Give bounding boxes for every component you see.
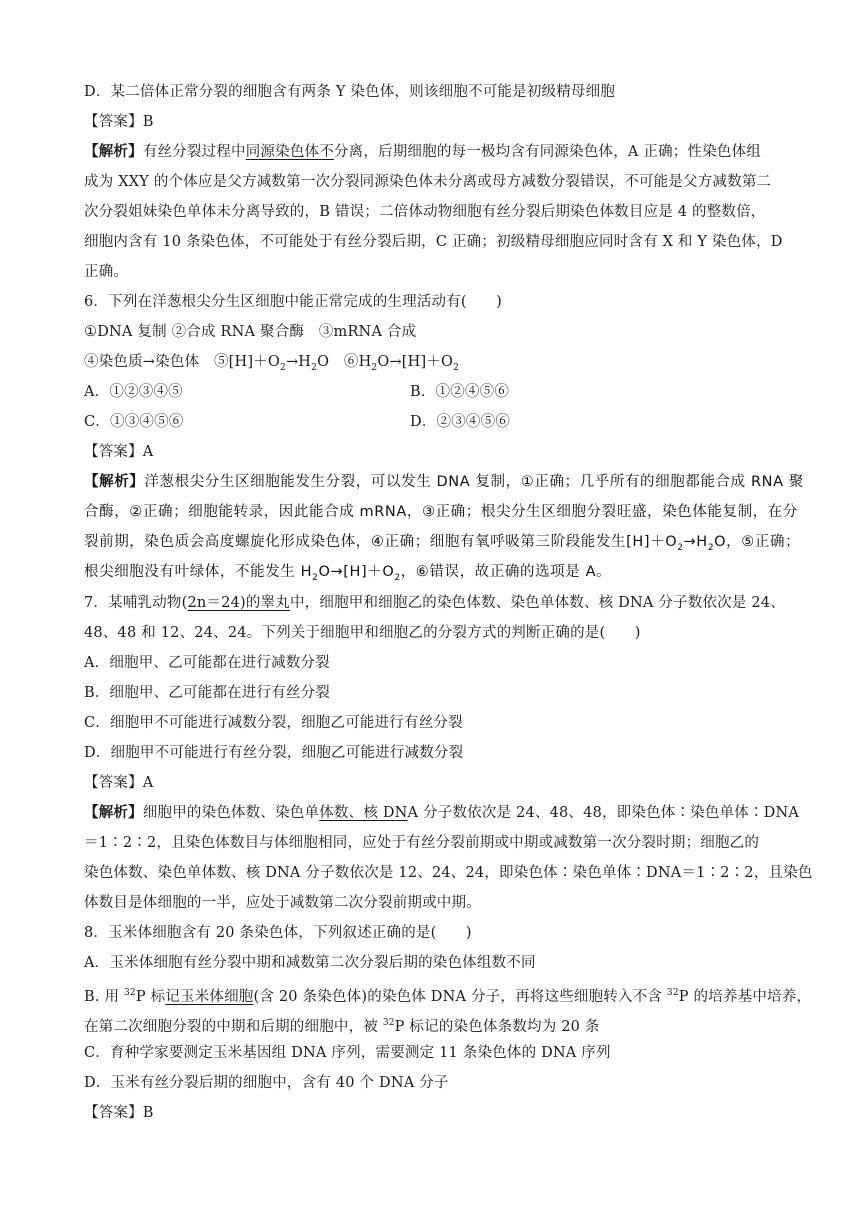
q6-stem: 6．下列在洋葱根尖分生区细胞中能正常完成的生理活动有( ) xyxy=(84,294,503,310)
q5-analysis-line-2: 成为 XXY 的个体应是父方减数第一次分裂同源染色体未分离或母方减数分裂错误，不可能是父方减数第二 xyxy=(84,174,772,190)
q6-analysis-line-4: 根尖细胞没有叶绿体，不能发生 $H_2O\to[H]+O_2$，⑥错误，故正确的选项是 A。 xyxy=(84,564,612,583)
q7-analysis-line-1: 【解析】细胞甲的染色体数、染色单体数、核 DNA 分子数依次是 24、48、48，即染色体∶染色单体∶DNA xyxy=(84,804,800,821)
q8-answer: 【答案】B xyxy=(84,1105,154,1121)
q7-analysis-line-2: ＝1∶2∶2，且染色体数目与体细胞相同，应处于有丝分裂前期或中期或减数第一次分裂时期；细胞乙的 xyxy=(84,835,760,851)
q8-stem: 8．玉米体细胞含有 20 条染色体，下列叙述正确的是( ) xyxy=(84,925,472,941)
underlined-text: 记玉米体细胞 xyxy=(165,988,254,1005)
analysis-label: 【解析】 xyxy=(84,474,145,490)
q6-analysis-line-2: 合酶，②正确；细胞能转录，因此能合成 mRNA，③正确；根尖分生区细胞分裂旺盛，染色体能复制，在分 xyxy=(84,504,798,520)
underlined-text: 2n＝24)的睾丸 xyxy=(187,595,290,611)
analysis-label: 【解析】 xyxy=(84,143,143,160)
q5-answer: 【答案】B xyxy=(84,114,154,130)
q7-analysis-line-3: 染色体数、染色单体数、核 DNA 分子数依次是 12、24、24，即染色体∶染色单体∶DNA＝1∶2∶2，且染色 xyxy=(84,865,813,881)
q7-option-c: C．细胞甲不可能进行减数分裂，细胞乙可能进行有丝分裂 xyxy=(84,715,463,731)
q7-answer: 【答案】A xyxy=(84,775,154,791)
q7-option-d: D．细胞甲不可能进行有丝分裂，细胞乙可能进行减数分裂 xyxy=(84,745,464,761)
q8-option-d: D．玉米有丝分裂后期的细胞中，含有 40 个 DNA 分子 xyxy=(84,1075,449,1091)
q7-option-a: A．细胞甲、乙可能都在进行减数分裂 xyxy=(84,655,330,671)
q6-analysis-line-1: 【解析】洋葱根尖分生区细胞能发生分裂，可以发生 DNA 复制，①正确；几乎所有的细胞都能合成 RNA 聚 xyxy=(84,474,804,490)
q7-stem-line-2: 48、48 和 12、24、24。下列关于细胞甲和细胞乙的分裂方式的判断正确的是( ) xyxy=(84,625,641,641)
q5-analysis-line-4: 细胞内含有 10 条染色体，不可能处于有丝分裂后期，C 正确；初级精母细胞应同时含有 X 和 Y 染色体，D xyxy=(84,234,783,250)
q6-answer: 【答案】A xyxy=(84,444,154,460)
q7-option-b: B．细胞甲、乙可能都在进行有丝分裂 xyxy=(84,685,331,701)
q6-items-line-1: ①DNA 复制 ②合成 RNA 聚合酶 ③mRNA 合成 xyxy=(84,324,417,340)
q6-option-b: B．①②④⑤⑥ xyxy=(410,384,510,400)
q5-analysis-line-1: 【解析】有丝分裂过程中同源染色体不分离，后期细胞的每一极均含有同源染色体，A 正确；性染色体组 xyxy=(84,143,761,160)
q8-option-b-line-1: B. 用 $^{32}$P 标记玉米体细胞(含 20 条染色体)的染色体 DNA 分子，再将这些细胞转入不含 $^{32}$P 的培养基中培养， xyxy=(84,988,812,1005)
q6-options-row-1 xyxy=(84,382,510,402)
q6-analysis-line-3: 裂前期，染色质会高度螺旋化形成染色体，④正确；细胞有氧呼吸第三阶段能发生$[H]+O_2\to H_2O$，⑤正确； xyxy=(84,534,801,553)
q8-option-a: A．玉米体细胞有丝分裂中期和减数第二次分裂后期的染色体组数不同 xyxy=(84,955,536,971)
q5-analysis-line-5: 正确。 xyxy=(84,264,129,280)
q7-stem-line-1: 7．某哺乳动物(2n＝24)的睾丸中，细胞甲和细胞乙的染色体数、染色单体数、核 DNA 分子数依次是 24、 xyxy=(84,595,785,611)
q5-option-d: D．某二倍体正常分裂的细胞含有两条 Y 染色体，则该细胞不可能是初级精母细胞 xyxy=(84,84,616,100)
q8-option-b-line-2: 在第二次细胞分裂的中期和后期的细胞中，被 $^{32}$P 标记的染色体条数均为 20 条 xyxy=(84,1018,600,1035)
q5-analysis-line-3: 次分裂姐妹染色单体未分离导致的，B 错误；二倍体动物细胞有丝分裂后期染色体数目应是 4 的整数倍， xyxy=(84,204,766,220)
underlined-text: 体数、核 DN xyxy=(319,805,408,821)
underlined-text: 同源染色体不 xyxy=(245,144,334,160)
q8-option-c: C．育种学家要测定玉米基因组 DNA 序列，需要测定 11 条染色体的 DNA 序列 xyxy=(84,1045,611,1061)
q7-analysis-line-4: 体数目是体细胞的一半，应处于减数第二次分裂前期或中期。 xyxy=(84,895,481,911)
analysis-label: 【解析】 xyxy=(84,804,143,821)
q6-option-d: D．②③④⑤⑥ xyxy=(410,414,511,430)
q6-option-a: A．①②③④⑤ xyxy=(84,384,183,400)
q6-option-c: C．①③④⑤⑥ xyxy=(84,414,184,430)
q6-items-line-2: ④染色质→染色体 $⑤[H]+O_2\to H_2O$ $⑥H_2O\to[H]+O_2$ xyxy=(84,354,460,373)
q6-options-row-2 xyxy=(84,412,511,432)
